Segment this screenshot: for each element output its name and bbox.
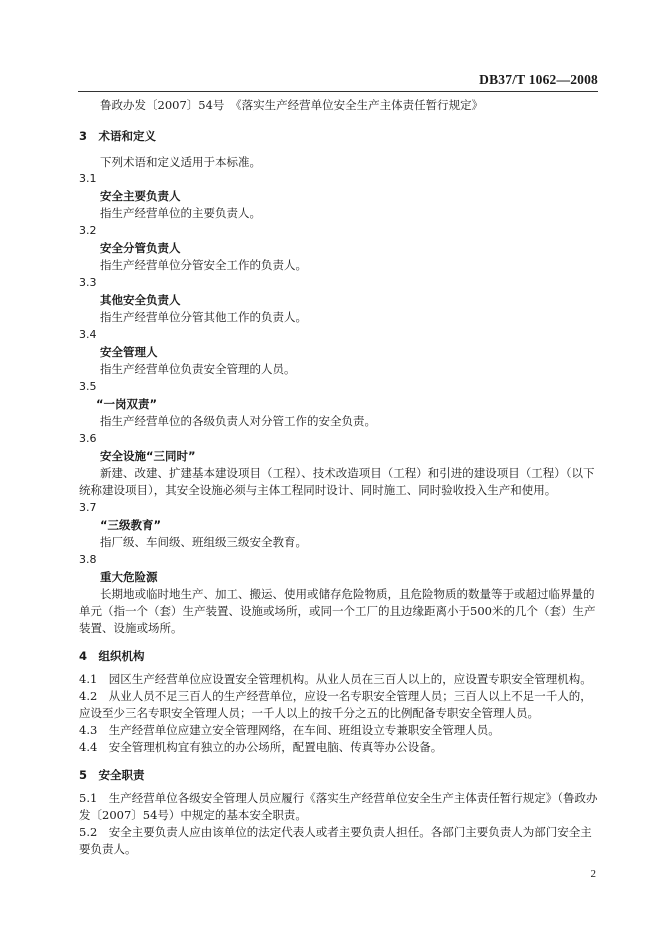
section-3-heading: 3 术语和定义 [79,129,157,143]
term-number: 3.4 [79,328,97,341]
term-number: 3.3 [79,276,97,289]
term-title: 重大危险源 [100,570,158,584]
term-number: 3.8 [79,553,97,566]
term-number: 3.5 [79,380,97,393]
term-title: 安全主要负责人 [100,189,181,203]
term-number: 3.7 [79,501,97,514]
term-definition: 新建、改建、扩建基本建设项目（工程）、技术改造项目（工程）和引进的建设项目（工程）（以下 [100,466,595,480]
page-number: 2 [590,868,596,880]
section-4-heading: 4 组织机构 [79,649,145,663]
term-definition: 指生产经营单位负责安全管理的人员。 [100,362,296,376]
term-title: 其他安全负责人 [100,293,181,307]
clause-line: 4.4 安全管理机构宜有独立的办公场所，配置电脑、传真等办公设备。 [79,740,443,754]
term-title: “一岗双责” [96,397,158,411]
clause-line: 5.1 生产经营单位各级安全管理人员应履行《落实生产经营单位安全生产主体责任暂行规定》（鲁政办 [79,791,598,805]
term-title: 安全管理人 [100,345,158,359]
section-3-intro: 下列术语和定义适用于本标准。 [100,155,261,169]
term-definition-continued: 单元（指一个（套）生产装置、设施或场所，或同一个工厂的且边缘距离小于500米的几个（套）生产 [79,604,596,618]
term-title: “三级教育” [100,518,162,532]
clause-line: 应设至少三名专职安全管理人员；一千人以上的按千分之五的比例配备专职安全管理人员。 [79,706,539,720]
standard-number: DB37/T 1062—2008 [479,72,598,87]
term-definition: 指生产经营单位的主要负责人。 [100,206,261,220]
clause-line: 4.3 生产经营单位应建立安全管理网络，在车间、班组设立专兼职安全管理人员。 [79,723,500,737]
term-definition: 指生产经营单位分管其他工作的负责人。 [100,310,307,324]
clause-line: 5.2 安全主要负责人应由该单位的法定代表人或者主要负责人担任。各部门主要负责人为部门安全主 [79,825,592,839]
term-definition: 长期地或临时地生产、加工、搬运、使用或储存危险物质，且危险物质的数量等于或超过临界量的 [100,587,595,601]
term-definition: 指厂级、车间级、班组级三级安全教育。 [100,535,307,549]
clause-line: 4.2 从业人员不足三百人的生产经营单位，应设一名专职安全管理人员；三百人以上不足一千人的， [79,689,592,703]
term-definition: 指生产经营单位分管安全工作的负责人。 [100,258,307,272]
term-definition-continued: 装置、设施或场所。 [79,621,183,635]
clause-line: 要负责人。 [79,842,137,856]
term-title: 安全分管负责人 [100,241,181,255]
term-number: 3.1 [79,172,97,185]
clause-line: 发〔2007〕54号）中规定的基本安全职责。 [79,808,307,822]
term-number: 3.6 [79,432,97,445]
clause-line: 4.1 园区生产经营单位应设置安全管理机构。从业人员在三百人以上的，应设置专职安全管理机构。 [79,672,592,686]
term-title: 安全设施“三同时” [100,449,196,463]
term-number: 3.2 [79,224,97,237]
term-definition: 指生产经营单位的各级负责人对分管工作的安全负责。 [100,414,376,428]
term-definition-continued: 统称建设项目），其安全设施必须与主体工程同时设计、同时施工、同时验收投入生产和使用。 [79,483,557,497]
section-5-heading: 5 安全职责 [79,768,145,782]
header-rule [78,91,598,92]
top-line: 鲁政办发〔2007〕54号 《落实生产经营单位安全生产主体责任暂行规定》 [100,98,484,112]
